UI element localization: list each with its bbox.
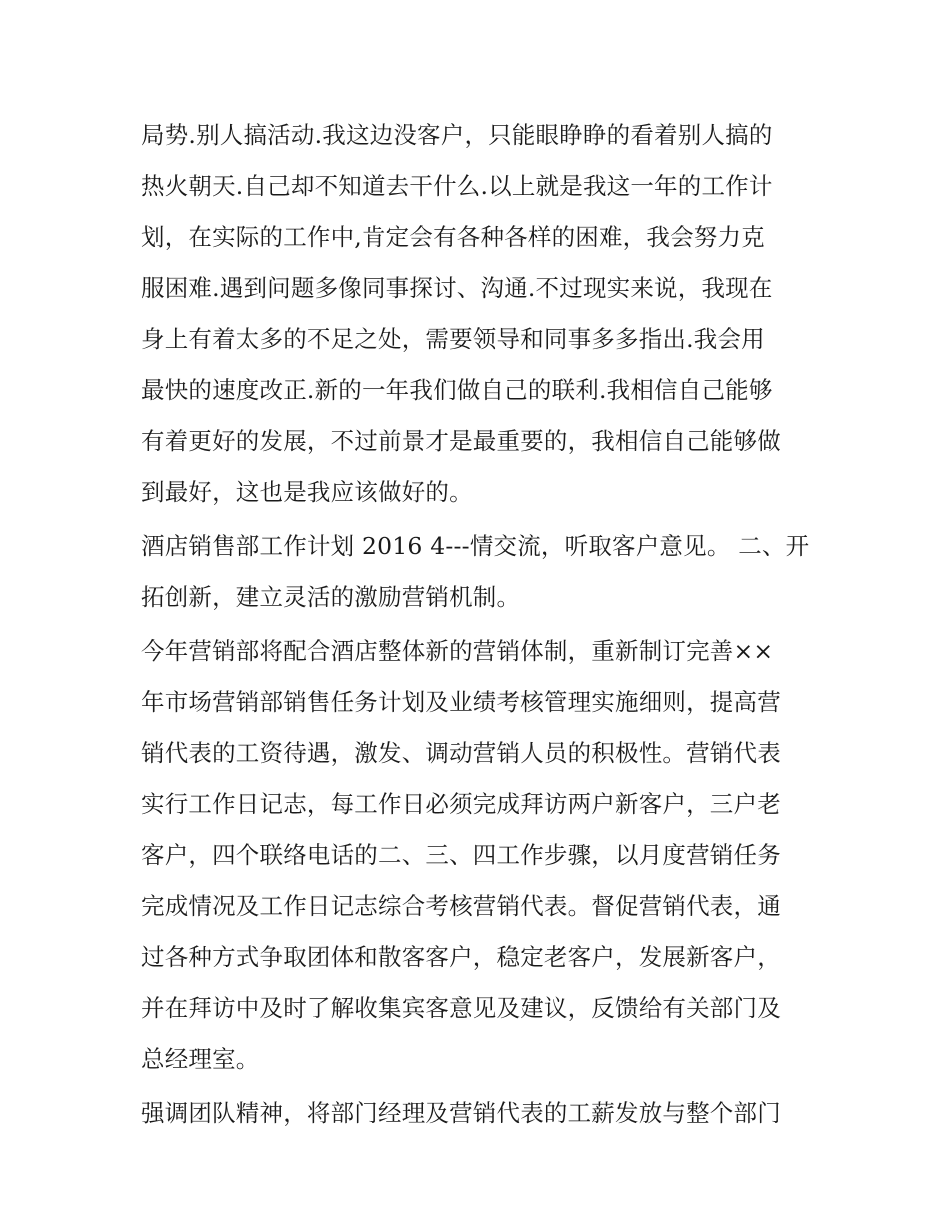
text-line: 今年营销部将配合酒店整体新的营销体制，重新制订完善×× <box>141 637 774 665</box>
paragraph-4 <box>141 1088 813 1139</box>
text-line: 身上有着太多的不足之处，需要领导和同事多多指出.我会用 <box>141 325 765 353</box>
text-line: 年市场营销部销售任务计划及业绩考核管理实施细则，提高营 <box>141 688 781 716</box>
text-line: 拓创新，建立灵活的激励营销机制。 <box>141 583 521 611</box>
text-line: 局势.别人搞活动.我这边没客户，只能眼睁睁的看着别人搞的 <box>141 121 773 149</box>
text-line: 有着更好的发展，不过前景才是最重要的，我相信自己能够做 <box>141 427 781 455</box>
text-line: 客户，四个联络电话的二、三、四工作步骤，以月度营销任务 <box>141 841 781 869</box>
paragraph-2 <box>141 521 813 623</box>
text-line: 到最好，这也是我应该做好的。 <box>141 478 473 506</box>
document-page <box>141 110 813 1139</box>
text-line: 过各种方式争取团体和散客客户，稳定老客户，发展新客户， <box>141 943 781 971</box>
text-line: 销代表的工资待遇，激发、调动营销人员的积极性。营销代表 <box>141 739 781 767</box>
text-line: 完成情况及工作日记志综合考核营销代表。督促营销代表，通 <box>141 892 781 920</box>
paragraph-1 <box>141 110 813 518</box>
text-line: 最快的速度改正.新的一年我们做自己的联利.我相信自己能够 <box>141 376 773 404</box>
text-line: 热火朝天.自己却不知道去干什么.以上就是我这一年的工作计 <box>141 172 773 200</box>
text-line: 强调团队精神，将部门经理及营销代表的工薪发放与整个部门 <box>141 1099 781 1127</box>
text-line: 实行工作日记志，每工作日必须完成拜访两户新客户，三户老 <box>141 790 781 818</box>
text-line: 并在拜访中及时了解收集宾客意见及建议，反馈给有关部门及 <box>141 994 781 1022</box>
text-line: 划，在实际的工作中,肯定会有各种各样的困难，我会努力克 <box>141 223 765 251</box>
text-line: 酒店销售部工作计划 2016 4---情交流，听取客户意见。 二、开 <box>141 532 810 560</box>
paragraph-3 <box>141 626 813 1085</box>
text-line: 总经理室。 <box>141 1045 260 1073</box>
text-line: 服困难.遇到问题多像同事探讨、沟通.不过现实来说，我现在 <box>141 274 773 302</box>
